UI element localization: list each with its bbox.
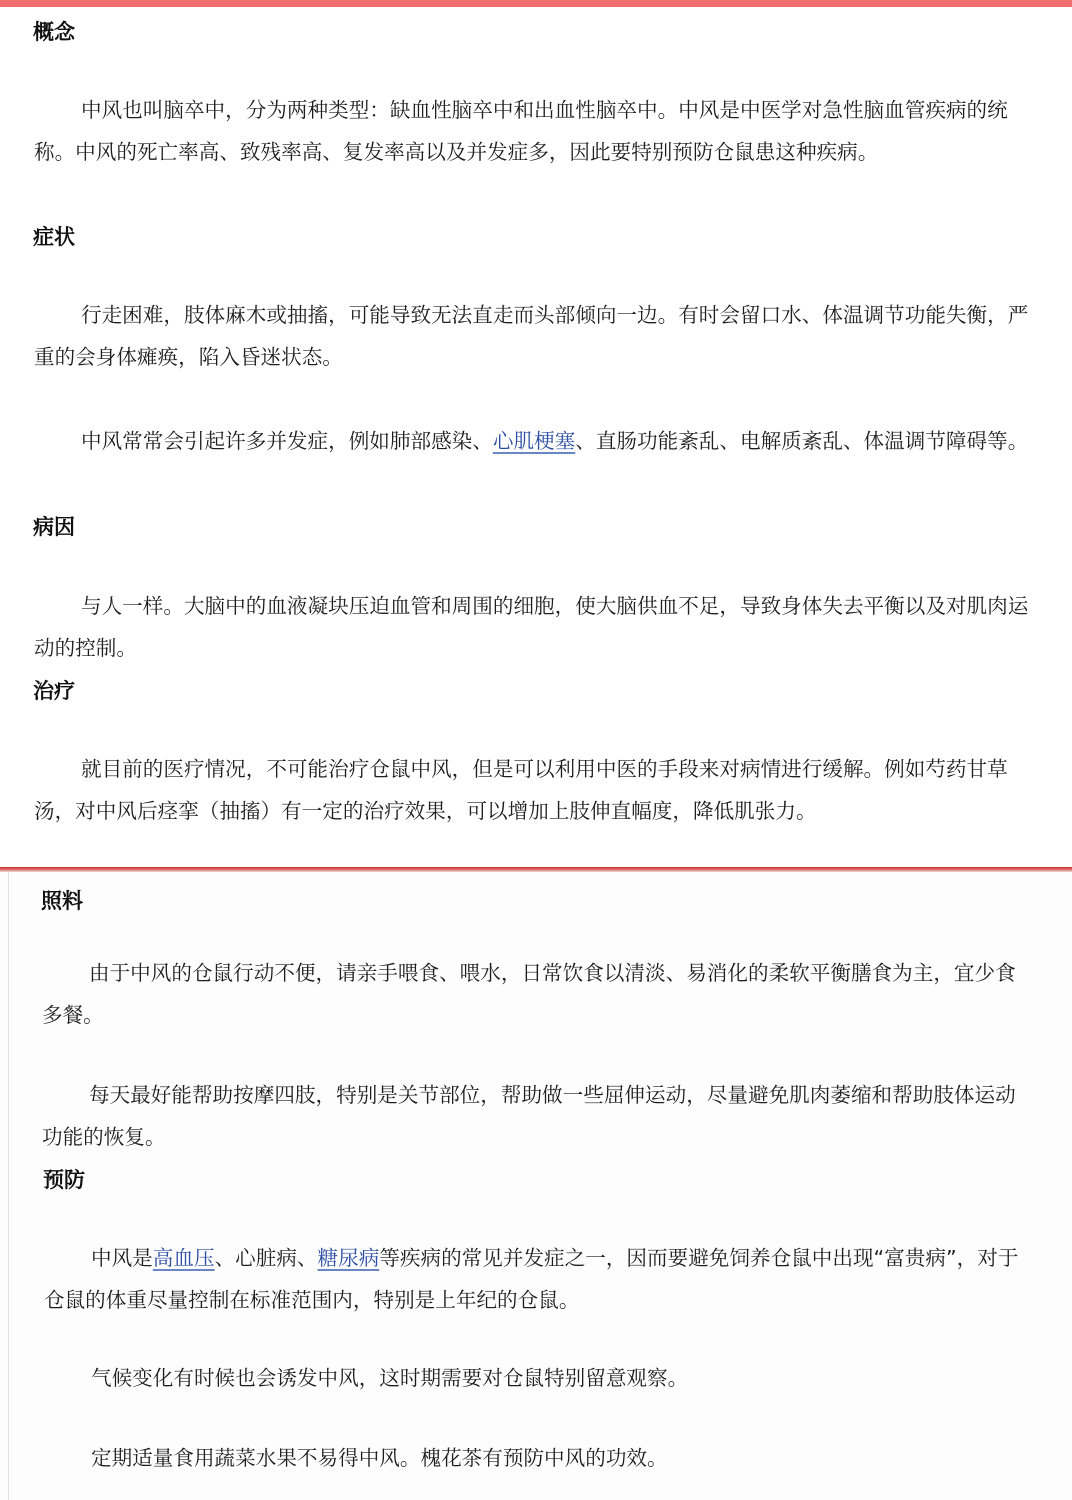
complications-paragraph bbox=[34, 421, 1039, 463]
prevention-paragraph-diet: 定期适量食用蔬菜水果不易得中风。槐花茶有预防中风的功效。 bbox=[91, 1446, 668, 1470]
concept-paragraph: 中风也叫脑卒中，分为两种类型：缺血性脑卒中和出血性脑卒中。中风是中医学对急性脑血管疾病的统称。中风的死亡率高、致残率高、复发率高以及并发症多，因此要特别预防仓鼠患这种疾病。 bbox=[34, 98, 1008, 164]
prevention-paragraph-climate: 气候变化有时候也会诱发中风，这时期需要对仓鼠特别留意观察。 bbox=[91, 1366, 689, 1390]
link-myocardial-infarction[interactable]: 心肌梗塞 bbox=[492, 429, 576, 453]
heading-prevention: 预防 bbox=[43, 1168, 85, 1192]
second-page-left-edge bbox=[8, 872, 9, 1500]
heading-concept: 概念 bbox=[33, 20, 75, 44]
heading-cause: 病因 bbox=[33, 515, 75, 539]
treatment-paragraph: 就目前的医疗情况，不可能治疗仓鼠中风，但是可以利用中医的手段来对病情进行缓解。例如芍药甘草汤，对中风后痉挛（抽搐）有一定的治疗效果，可以增加上肢伸直幅度，降低肌张力。 bbox=[34, 757, 1008, 823]
heading-treatment: 治疗 bbox=[33, 679, 75, 703]
link-diabetes[interactable]: 糖尿病 bbox=[317, 1246, 380, 1270]
care-paragraph-feeding: 由于中风的仓鼠行动不便，请亲手喂食、喂水，日常饮食以清淡、易消化的柔软平衡膳食为主，宜少食多餐。 bbox=[42, 961, 1016, 1027]
cause-paragraph: 与人一样。大脑中的血液凝块压迫血管和周围的细胞，使大脑供血不足，导致身体失去平衡以及对肌肉运动的控制。 bbox=[34, 594, 1029, 660]
page-top-edge bbox=[0, 0, 1072, 7]
prevention-paragraph-diseases bbox=[44, 1238, 1034, 1321]
heading-care: 照料 bbox=[41, 889, 83, 913]
prevention-text-part3: 等疾病的常见并发症之一，因而要避免饲养仓鼠中出现“富贵病”，对于仓鼠的体重尽量控制在标准范围内，特别是上年纪的仓鼠。 bbox=[44, 1246, 1019, 1312]
page-seam bbox=[0, 867, 1072, 872]
symptoms-paragraph: 行走困难，肢体麻木或抽搐，可能导致无法直走而头部倾向一边。有时会留口水、体温调节功能失衡，严重的会身体瘫痪，陷入昏迷状态。 bbox=[34, 303, 1029, 369]
prevention-text-part1: 中风是 bbox=[91, 1246, 153, 1270]
link-hypertension[interactable]: 高血压 bbox=[152, 1246, 215, 1270]
complications-text-before: 中风常常会引起许多并发症，例如肺部感染、 bbox=[81, 429, 493, 453]
heading-symptoms: 症状 bbox=[33, 225, 75, 249]
complications-text-after: 、直肠功能紊乱、电解质紊乱、体温调节障碍等。 bbox=[575, 429, 1029, 453]
prevention-text-part2: 、心脏病、 bbox=[214, 1246, 318, 1270]
care-paragraph-massage: 每天最好能帮助按摩四肢，特别是关节部位，帮助做一些屈伸运动，尽量避免肌肉萎缩和帮助肢体运动功能的恢复。 bbox=[42, 1083, 1016, 1149]
